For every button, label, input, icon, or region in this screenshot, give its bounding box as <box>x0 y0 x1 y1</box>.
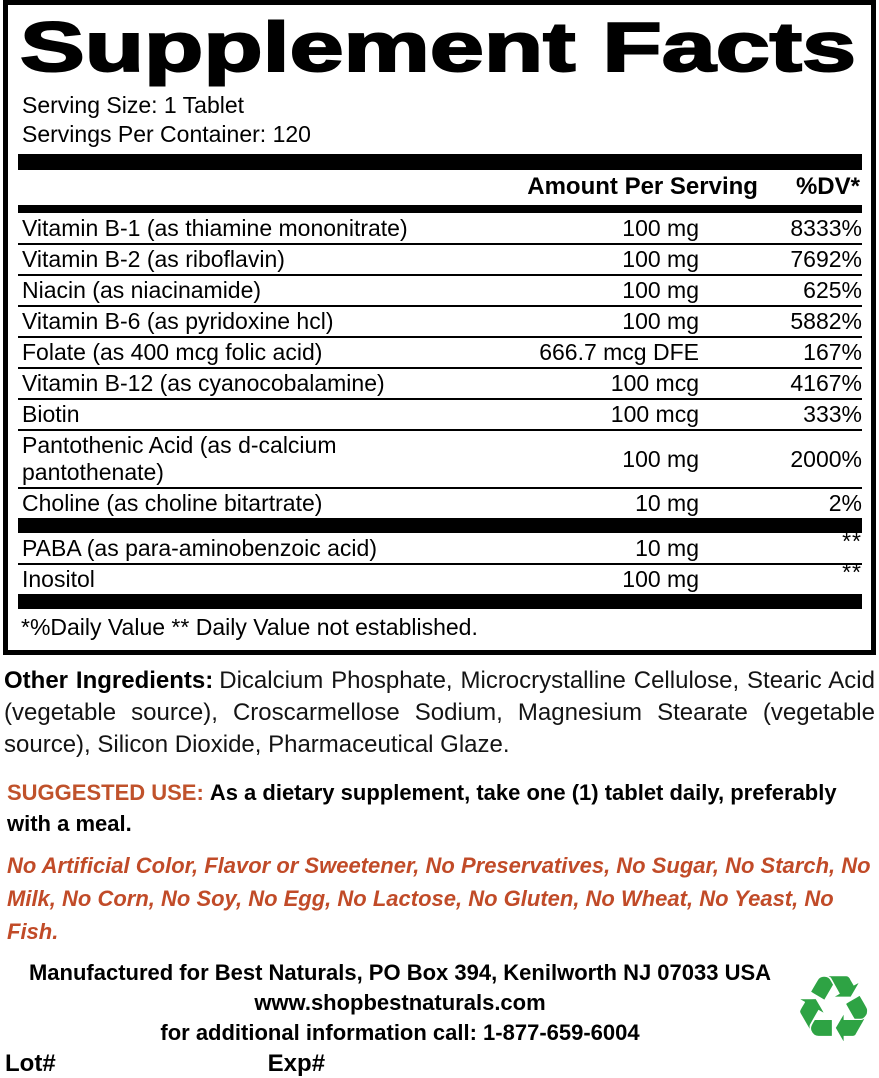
nutrient-amount: 100 mg <box>622 246 699 272</box>
phone-line: for additional information call: 1-877-659-6004 <box>160 1020 640 1045</box>
table-row <box>18 559 862 594</box>
table-row <box>18 243 862 274</box>
suggested-use-text: As a dietary supplement, take one (1) tablet daily, preferably with a meal. <box>7 780 837 836</box>
allergen-free-note: No Artificial Color, Flavor or Sweetener, No Preservatives, No Sugar, No Starch, No Milk, No Corn, No Soy, No Egg, No Lactose, No Gluten, No Wheat, No Yeast, No Fish. <box>7 853 871 944</box>
nutrient-name: Vitamin B-6 (as pyridoxine hcl) <box>22 308 334 334</box>
table-row <box>18 429 862 487</box>
divider-thick <box>18 594 862 609</box>
manufacturer-line: Manufactured for Best Naturals, PO Box 394, Kenilworth NJ 07033 USA <box>28 960 772 985</box>
nutrient-dv: 7692% <box>790 246 862 272</box>
nutrient-name: Inositol <box>22 566 95 592</box>
nutrient-name: Vitamin B-12 (as cyanocobalamine) <box>22 370 385 396</box>
nutrient-name: Choline (as choline bitartrate) <box>22 490 323 516</box>
suggested-use-label: SUGGESTED USE: <box>7 780 204 805</box>
other-ingredients-label: Other Ingredients: <box>4 667 214 694</box>
nutrient-name: Biotin <box>22 401 80 427</box>
panel-title-text: Supplement Facts <box>20 8 856 86</box>
table-row <box>18 305 862 336</box>
suggested-use <box>7 777 873 839</box>
nutrient-dv: 333% <box>803 401 862 427</box>
nutrient-amount: 100 mcg <box>610 401 699 427</box>
manufacturer-footer <box>0 958 879 1078</box>
table-row <box>18 398 862 429</box>
nutrient-dv: 8333% <box>790 214 862 241</box>
nutrient-amount: 666.7 mcg DFE <box>539 339 699 365</box>
nutrient-dv: 2000% <box>790 445 862 472</box>
other-ingredients-text: Dicalcium Phosphate, Microcrystalline Cellulose, Stearic Acid (vegetable source), Croscarmellose Sodium, Magnesium Stearate (vegetable source), Silicon Dioxide, Pharmaceutical Glaze. <box>4 667 875 758</box>
nutrient-name: Vitamin B-1 (as thiamine mononitrate) <box>22 214 408 241</box>
table-header <box>18 170 862 205</box>
table-row <box>18 213 862 243</box>
nutrient-name: Folate (as 400 mcg folic acid) <box>22 339 323 365</box>
divider-medium <box>18 205 862 213</box>
lot-exp-row <box>5 1050 879 1078</box>
nutrient-dv: 625% <box>803 277 862 303</box>
nutrient-dv: 5882% <box>790 308 862 334</box>
nutrient-dv: 2% <box>828 490 862 516</box>
table-row <box>18 487 862 518</box>
nutrient-amount: 100 mg <box>622 308 699 334</box>
col-header-amount: Amount Per Serving <box>527 173 758 200</box>
nutrient-amount: 100 mcg <box>610 370 699 396</box>
table-row <box>18 367 862 398</box>
nutrient-amount: 10 mg <box>635 534 699 561</box>
nutrient-dv: ** <box>842 527 862 554</box>
nutrient-amount: 10 mg <box>635 490 699 516</box>
servings-per-container: Servings Per Container: 120 <box>22 121 311 147</box>
serving-size: Serving Size: 1 Tablet <box>22 92 245 118</box>
supplement-facts-panel <box>3 0 876 655</box>
table-row <box>18 274 862 305</box>
daily-value-footnote: *%Daily Value ** Daily Value not established. <box>21 614 478 640</box>
nutrient-name: Niacin (as niacinamide) <box>22 277 262 303</box>
table-row <box>18 336 862 367</box>
nutrient-name: PABA (as para-aminobenzoic acid) <box>22 534 377 561</box>
panel-title <box>18 5 863 91</box>
recycle-icon: ♻ <box>792 956 875 1063</box>
nutrient-amount: 100 mg <box>622 214 699 241</box>
nutrient-dv: 4167% <box>790 370 862 396</box>
exp-label: Exp# <box>267 1050 326 1077</box>
divider-thick <box>18 154 862 170</box>
nutrient-amount: 100 mg <box>622 277 699 303</box>
nutrient-name: Pantothenic Acid (as d-calcium pantothenate) <box>22 432 337 485</box>
nutrient-amount: 100 mg <box>622 566 699 592</box>
website-line: www.shopbestnaturals.com <box>254 990 546 1015</box>
nutrient-dv: ** <box>842 559 862 585</box>
nutrient-amount: 100 mg <box>622 445 699 472</box>
nutrient-name: Vitamin B-2 (as riboflavin) <box>22 246 285 272</box>
col-header-dv: %DV* <box>795 173 860 200</box>
lot-label: Lot# <box>5 1050 56 1077</box>
other-ingredients <box>4 665 875 761</box>
nutrient-dv: 167% <box>803 339 862 365</box>
